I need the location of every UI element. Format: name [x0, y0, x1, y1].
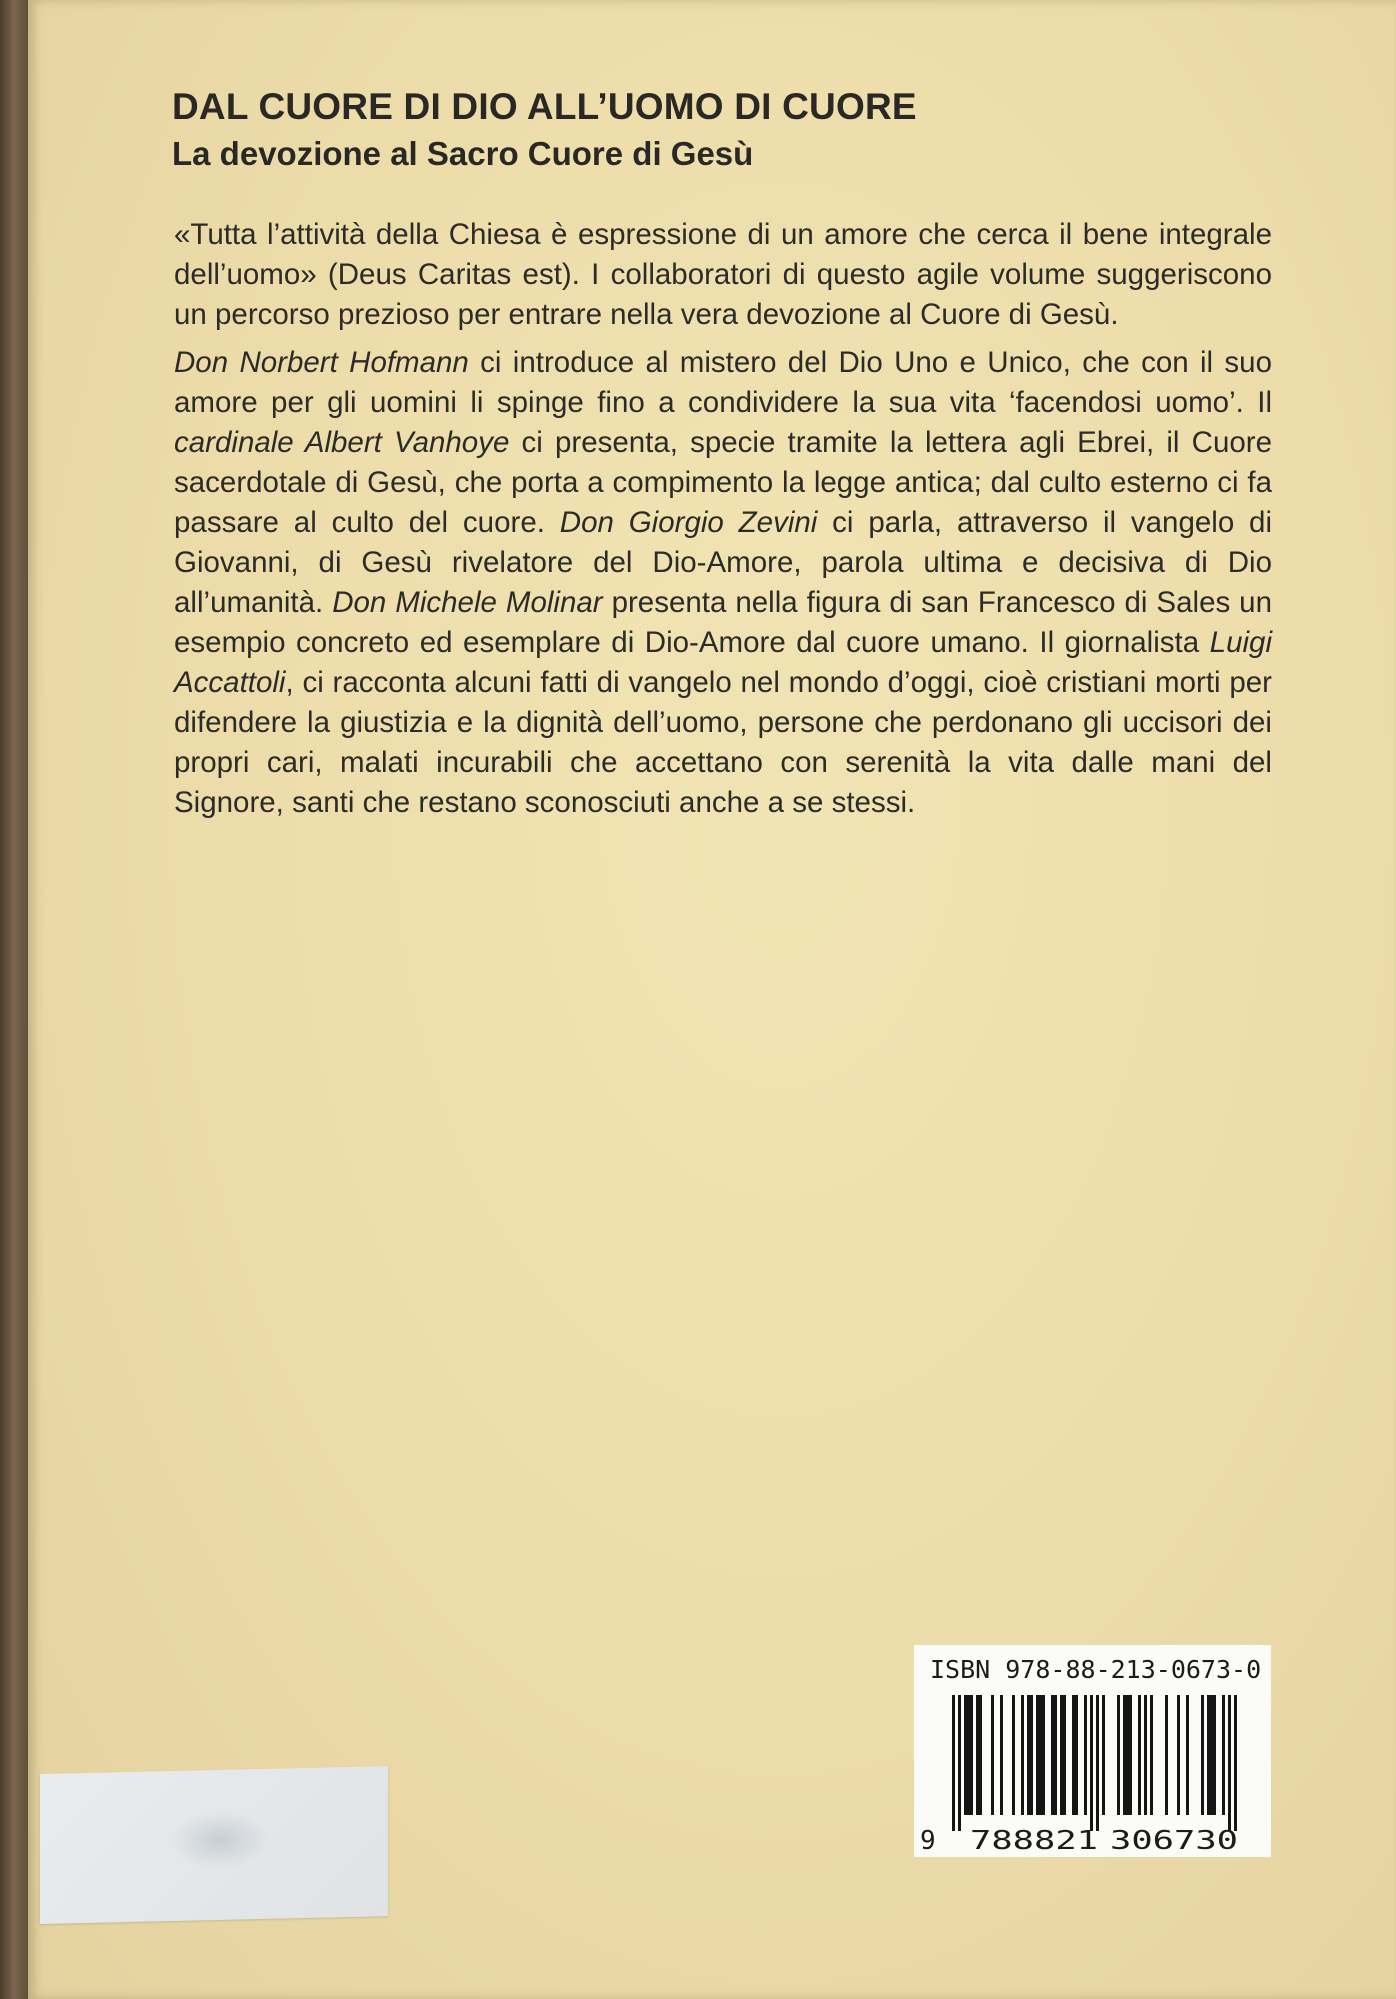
barcode-bar — [1090, 1695, 1093, 1831]
barcode-bar — [1126, 1695, 1129, 1815]
isbn-barcode-sticker — [914, 1645, 1271, 1857]
barcode-bar — [1012, 1695, 1015, 1815]
barcode-bar — [1039, 1695, 1042, 1815]
barcode-bar — [1075, 1695, 1078, 1815]
barcode-bar — [991, 1695, 994, 1815]
barcode-bar — [1063, 1695, 1066, 1815]
barcode — [914, 1645, 1271, 1857]
barcode-bar — [1207, 1695, 1210, 1815]
isbn-label: ISBN 978-88-213-0673-0 — [930, 1655, 1262, 1684]
barcode-bar — [952, 1695, 955, 1831]
barcode-bar — [1072, 1695, 1075, 1815]
blurb-segment: ci presenta, specie tramite la lettera agli Ebrei, il Cuore sacerdotale di Gesù, che porta a compimento la legge antica; dal culto esterno ci fa passare al culto del cuore. — [174, 426, 1272, 539]
book-subtitle: La devozione al Sacro Cuore di Gesù — [172, 135, 754, 172]
barcode-bar — [1228, 1695, 1231, 1831]
barcode-first-digit: 9 — [920, 1826, 936, 1856]
barcode-digit-group-1: 788821 — [970, 1826, 1098, 1856]
author-name: cardinale Albert Vanhoye — [174, 426, 510, 459]
barcode-bar — [958, 1695, 961, 1831]
barcode-bar — [1117, 1695, 1120, 1815]
barcode-bar — [970, 1695, 973, 1815]
author-name: Don Michele Molinar — [332, 586, 603, 619]
barcode-bar — [1165, 1695, 1168, 1815]
barcode-bar — [1150, 1695, 1153, 1815]
blurb-text — [174, 215, 1272, 831]
barcode-bar — [1054, 1695, 1057, 1815]
barcode-bar — [1129, 1695, 1132, 1815]
barcode-bar — [1123, 1695, 1126, 1815]
blurb-segment: presenta nella figura di san Francesco di Sales un esempio concreto ed esemplare di Dio-Amore dal cuore umano. Il giornalista — [174, 586, 1272, 659]
faded-stamp — [170, 1809, 270, 1871]
barcode-bar — [1030, 1695, 1033, 1815]
barcode-bar — [979, 1695, 982, 1815]
barcode-bar — [1234, 1695, 1237, 1831]
barcode-bar — [1027, 1695, 1030, 1815]
barcode-bar — [1144, 1695, 1147, 1815]
barcode-bar — [1186, 1695, 1189, 1815]
barcode-bar — [1222, 1695, 1225, 1815]
barcode-bar — [1138, 1695, 1141, 1815]
author-name: Don Norbert Hofmann — [174, 346, 469, 379]
barcode-bar — [1201, 1695, 1204, 1815]
barcode-bar — [1096, 1695, 1099, 1831]
blurb-paragraph-1: «Tutta l’attività della Chiesa è espressione di un amore che cerca il bene integrale dell’uomo» (Deus Caritas est). I collaboratori di questo agile volume suggeriscono un percorso prezioso per entrare nella vera devozione al Cuore di Gesù. — [174, 218, 1272, 331]
barcode-bar — [964, 1695, 967, 1815]
barcode-bar — [976, 1695, 979, 1815]
barcode-bar — [1021, 1695, 1024, 1815]
blurb-segment: , ci racconta alcuni fatti di vangelo nel mondo d’oggi, cioè cristiani morti per difendere la giustizia e la dignità dell’uomo, persone che perdonano gli uccisori dei propri cari, malati incurabili che accettano con serenità la vita dalle mani del Signore, santi che restano sconosciuti anche a se stessi. — [174, 666, 1272, 819]
barcode-bar — [1036, 1695, 1039, 1815]
blurb-paragraph-2 — [174, 343, 1272, 823]
barcode-bar — [1177, 1695, 1180, 1815]
author-name: Don Giorgio Zevini — [559, 506, 818, 539]
barcode-bar — [1051, 1695, 1054, 1815]
barcode-bar — [1000, 1695, 1003, 1815]
barcode-bar — [1060, 1695, 1063, 1815]
barcode-bar — [1213, 1695, 1216, 1815]
barcode-bar — [1042, 1695, 1045, 1815]
library-sticker — [40, 1766, 388, 1924]
barcode-bar — [967, 1695, 970, 1815]
book-title: DAL CUORE DI DIO ALL’UOMO DI CUORE — [172, 86, 917, 127]
barcode-bar — [1084, 1695, 1087, 1815]
barcode-bars — [952, 1695, 1237, 1831]
author-name: Luigi Accattoli — [174, 626, 1272, 699]
barcode-bar — [1210, 1695, 1213, 1815]
barcode-digit-group-2: 306730 — [1110, 1826, 1238, 1856]
barcode-bar — [1102, 1695, 1105, 1815]
blurb-segment: ci introduce al mistero del Dio Uno e Unico, che con il suo amore per gli uomini li spinge fino a condividere la sua vita ‘facendosi uomo’. Il — [174, 346, 1272, 419]
blurb-segment: ci parla, attraverso il vangelo di Giovanni, di Gesù rivelatore del Dio-Amore, parola ultima e decisiva di Dio all’umanità. — [174, 506, 1273, 619]
